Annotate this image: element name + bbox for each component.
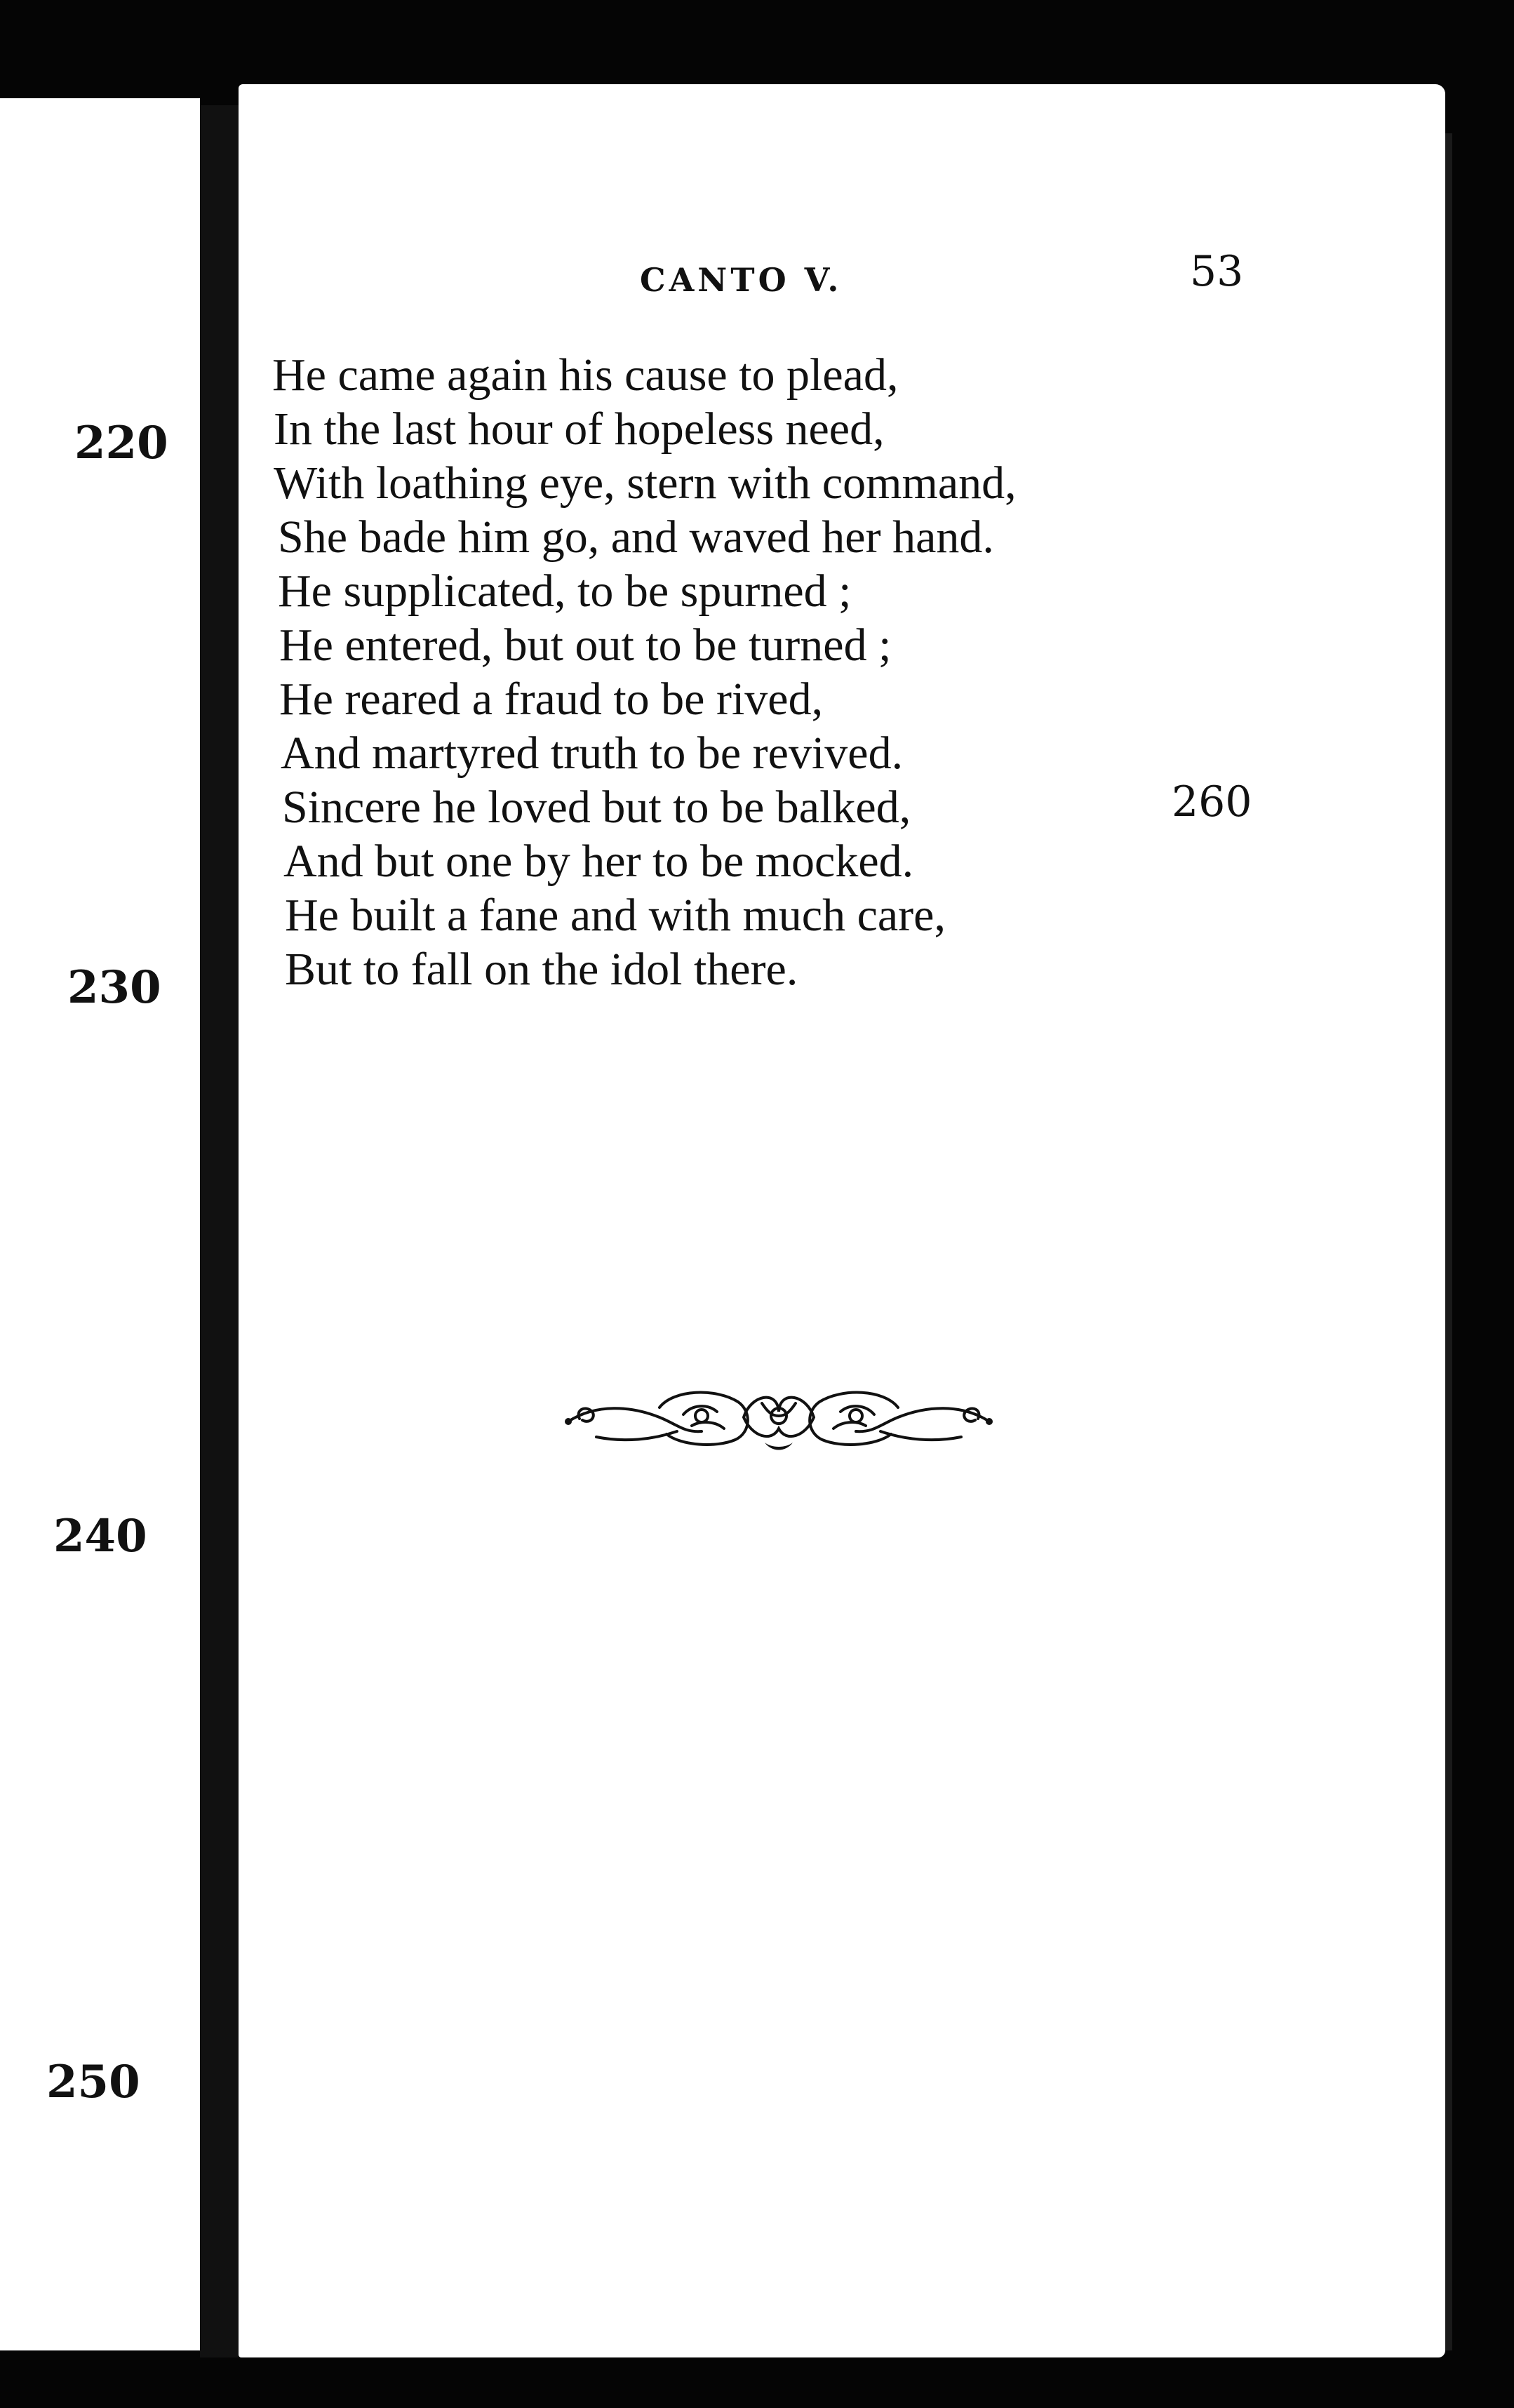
- verse-line: He reared a fraud to be rived,: [279, 674, 824, 725]
- verse-line: And martyred truth to be revived.: [281, 728, 904, 779]
- left-line-number: 240: [53, 1510, 147, 1563]
- left-line-number: 220: [74, 417, 168, 469]
- floral-tailpiece-icon: [554, 1375, 1003, 1459]
- verse-line: With loathing eye, stern with command,: [274, 457, 1017, 509]
- verse-line: She bade him go, and waved her hand.: [278, 511, 994, 563]
- verse-stanza: [272, 348, 1254, 996]
- left-line-number: 250: [46, 2056, 140, 2108]
- verse-line: He built a fane and with much care,: [285, 890, 946, 941]
- verse-line: And but one by her to be mocked.: [283, 836, 914, 887]
- verse-line: In the last hour of hopeless need,: [274, 403, 885, 455]
- verse-line: He entered, but out to be turned ;: [279, 620, 892, 671]
- running-head: CANTO V.: [640, 261, 843, 299]
- verse-line: He came again his cause to plead,: [272, 349, 899, 401]
- verse-line: He supplicated, to be spurned ;: [278, 566, 852, 617]
- verse-line: Sincere he loved but to be balked,: [282, 782, 911, 833]
- page-number: 53: [1190, 247, 1244, 296]
- left-line-number: 230: [67, 961, 161, 1014]
- line-number: 260: [1172, 777, 1252, 827]
- verse-line: But to fall on the idol there.: [285, 944, 798, 995]
- book-gutter: [200, 105, 242, 2357]
